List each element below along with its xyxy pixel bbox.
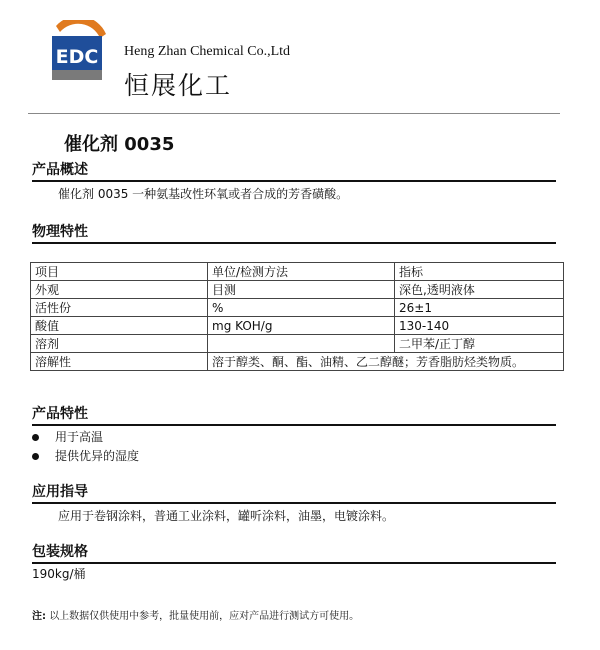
table-row <box>31 353 564 371</box>
table-cell: 深色,透明液体 <box>395 281 564 299</box>
product-title: 催化剂 0035 <box>64 134 175 155</box>
bullet-icon <box>32 434 39 441</box>
overview-text: 催化剂 0035 一种氨基改性环氧或者合成的芳香磺酸。 <box>58 187 349 201</box>
table-cell: 指标 <box>395 263 564 281</box>
feature-text: 提供优异的湿度 <box>55 449 140 463</box>
table-cell: 溶解性 <box>31 353 208 371</box>
table-cell: 酸值 <box>31 317 208 335</box>
table-cell: 单位/检测方法 <box>208 263 395 281</box>
physical-heading: 物理特性 <box>32 224 556 244</box>
company-name-english: Heng Zhan Chemical Co.,Ltd <box>124 44 291 59</box>
features-heading: 产品特性 <box>32 406 556 426</box>
table-cell: 目测 <box>208 281 395 299</box>
packaging-text: 190kg/桶 <box>32 567 86 581</box>
table-cell: 130-140 <box>395 317 564 335</box>
company-name-chinese: 恒展化工 <box>124 71 233 100</box>
note-label: 注: <box>32 611 46 622</box>
feature-text: 用于高温 <box>55 430 104 444</box>
table-cell: 溶剂 <box>31 335 208 353</box>
table-cell: 项目 <box>31 263 208 281</box>
disclaimer-note <box>32 607 359 622</box>
packaging-heading: 包装规格 <box>32 544 556 564</box>
bullet-icon <box>32 453 39 460</box>
table-cell: 26±1 <box>395 299 564 317</box>
table-cell: 活性份 <box>31 299 208 317</box>
table-row <box>31 281 564 299</box>
table-cell: mg KOH/g <box>208 317 395 335</box>
table-cell <box>208 335 395 353</box>
svg-text:EDC: EDC <box>55 46 99 68</box>
list-item <box>32 428 103 445</box>
overview-heading: 产品概述 <box>32 162 556 182</box>
table-cell: 二甲苯/正丁醇 <box>395 335 564 353</box>
table-row <box>31 263 564 281</box>
table-cell: % <box>208 299 395 317</box>
table-row <box>31 317 564 335</box>
list-item <box>32 447 139 464</box>
company-logo <box>48 20 110 86</box>
header-divider <box>28 113 560 114</box>
note-text: 以上数据仅供使用中参考，批量使用前，应对产品进行测试方可使用。 <box>49 611 360 622</box>
application-heading: 应用指导 <box>32 484 556 504</box>
application-text: 应用于卷钢涂料，普通工业涂料，罐听涂料，油墨，电镀涂料。 <box>58 509 395 523</box>
table-row <box>31 335 564 353</box>
table-row <box>31 299 564 317</box>
physical-properties-table <box>30 262 564 371</box>
table-cell: 外观 <box>31 281 208 299</box>
table-cell-solubility: 溶于醇类、酮、酯、油精、乙二醇醚；芳香脂肪烃类物质。 <box>208 353 564 371</box>
